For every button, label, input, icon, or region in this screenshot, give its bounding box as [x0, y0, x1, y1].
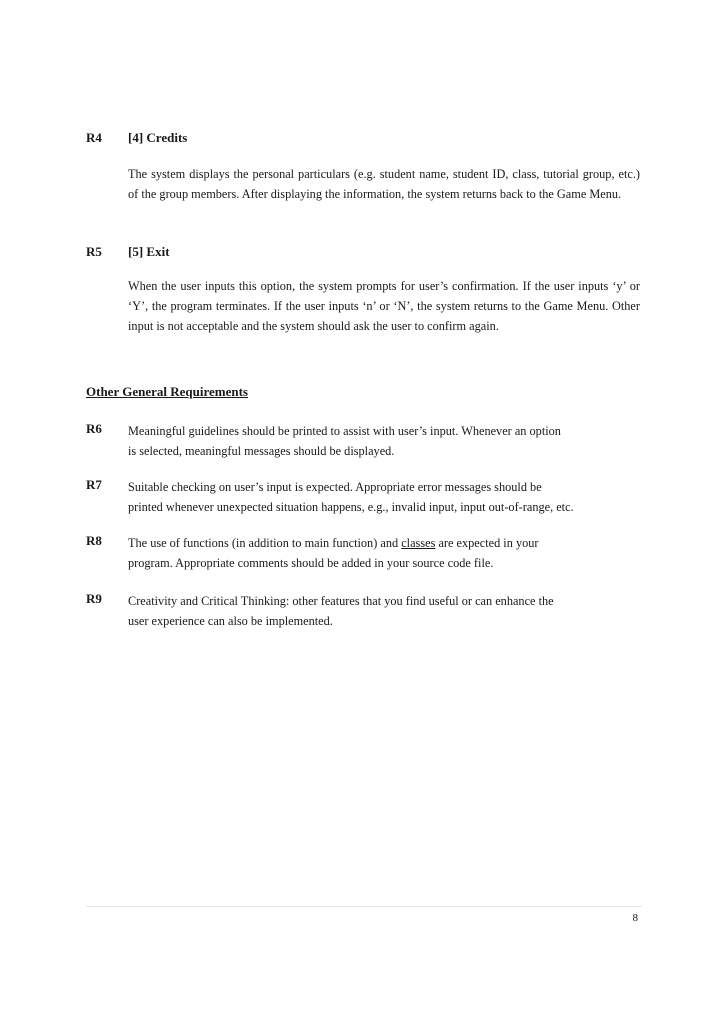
requirement-line: is selected, meaningful messages should be displayed. [128, 444, 395, 458]
page-number: 8 [632, 912, 638, 924]
requirement-id: R9 [86, 591, 102, 606]
section-heading: Other General Requirements [86, 384, 248, 399]
requirement-id: R6 [86, 421, 102, 436]
text-segment: The use of functions (in addition to main function) and [128, 536, 402, 550]
requirement-line: Creativity and Critical Thinking: other features that you find useful or can enhance the [128, 594, 554, 608]
requirement-id: R5 [86, 244, 102, 259]
requirement-line: printed whenever unexpected situation happens, e.g., invalid input, input out-of-range, etc. [128, 500, 574, 514]
requirement-title: [5] Exit [128, 244, 170, 259]
requirement-line: Suitable checking on user’s input is expected. Appropriate error messages should be [128, 480, 542, 494]
requirement-body [128, 421, 648, 461]
requirement-body [128, 533, 648, 573]
requirement-body: The system displays the personal particulars (e.g. student name, student ID, class, tutorial group, etc.) of the group members. After displaying the information, the system returns back to the Game Menu. [128, 167, 640, 201]
requirement-line: program. Appropriate comments should be added in your source code file. [128, 556, 494, 570]
text-segment: are expected in your [435, 536, 539, 550]
requirement-id: R8 [86, 533, 102, 548]
underlined-term-classes: classes [401, 536, 436, 550]
requirement-body: When the user inputs this option, the system prompts for user’s confirmation. If the user inputs ‘y’ or ‘Y’, the program terminates. If the user inputs ‘n’ or ‘N’, the system returns to the Game Menu. Other input is not acceptable and the system should ask the user to confirm again. [128, 279, 640, 333]
requirement-body [128, 477, 648, 517]
requirement-title: [4] Credits [128, 130, 188, 145]
requirement-id: R4 [86, 130, 102, 145]
footer-divider [86, 906, 642, 907]
requirement-line [128, 533, 648, 553]
requirement-id: R7 [86, 477, 102, 492]
requirement-body [128, 591, 648, 631]
requirement-line: Meaningful guidelines should be printed to assist with user’s input. Whenever an option [128, 424, 561, 438]
requirement-line: user experience can also be implemented. [128, 614, 333, 628]
